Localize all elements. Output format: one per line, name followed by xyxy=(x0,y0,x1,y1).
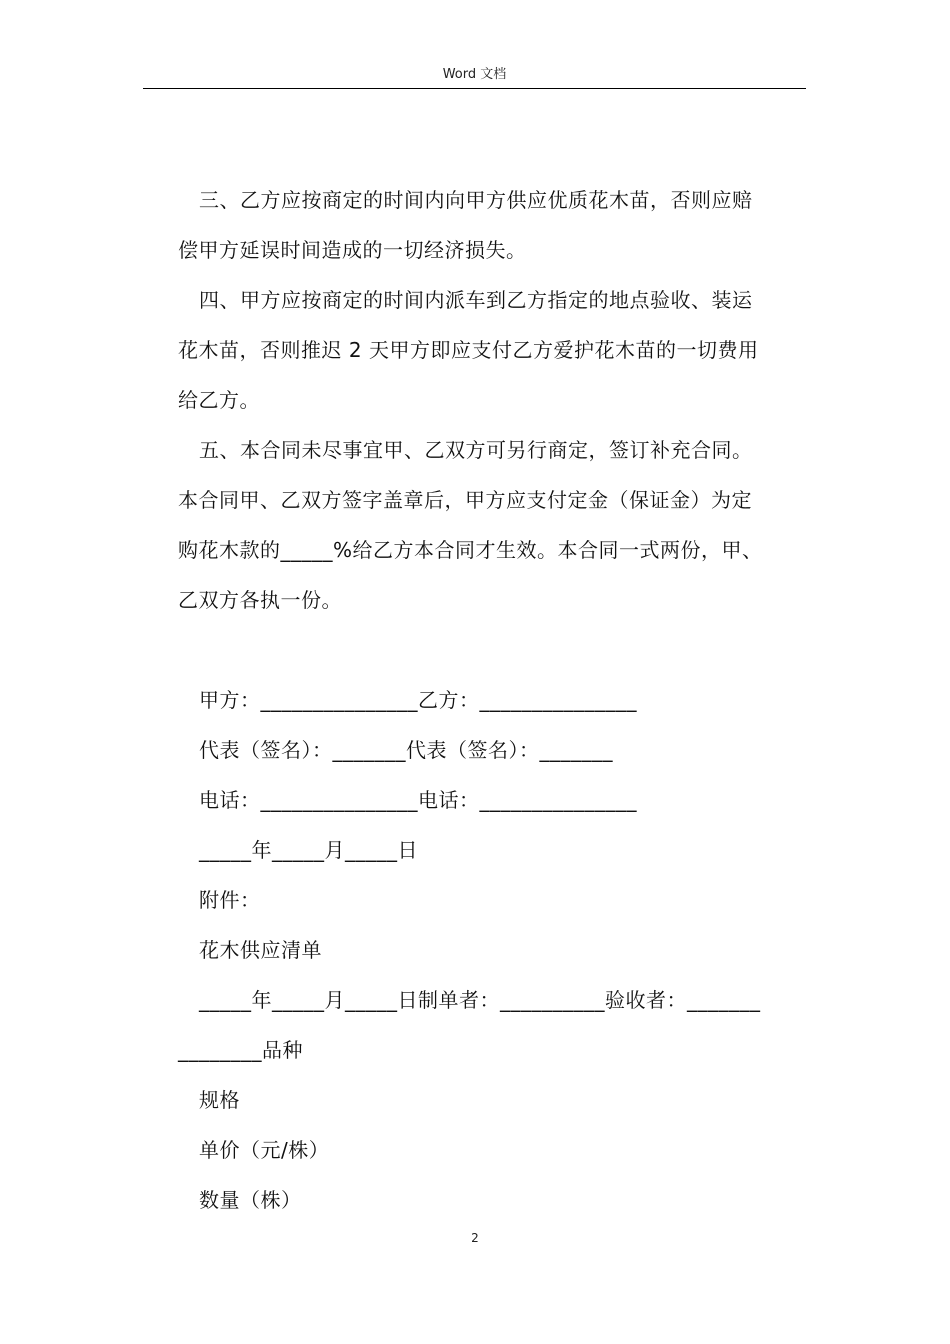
page-number: 2 xyxy=(471,1231,479,1245)
clause-5-line-4: 乙双方各执一份。 xyxy=(178,588,342,612)
page-header xyxy=(143,62,806,89)
header-title: Word 文档 xyxy=(442,67,507,82)
attachment-unit-price: 单价（元/株） xyxy=(199,1138,330,1162)
attachment-quantity: 数量（株） xyxy=(199,1188,302,1212)
attachment-maker-line-2: ________品种 xyxy=(178,1038,303,1062)
signature-representative-line: 代表（签名）：_______代表（签名）：_______ xyxy=(199,738,613,762)
attachment-maker-line-1: _____年_____月_____日制单者：__________验收者：_______ xyxy=(199,988,761,1012)
clause-5-line-3: 购花木款的_____%给乙方本合同才生效。本合同一式两份，甲、 xyxy=(178,538,763,562)
clause-5-line-2: 本合同甲、乙双方签字盖章后，甲方应支付定金（保证金）为定 xyxy=(178,488,752,512)
clause-4-line-1: 四、甲方应按商定的时间内派车到乙方指定的地点验收、装运 xyxy=(199,288,753,312)
clause-3-line-1: 三、乙方应按商定的时间内向甲方供应优质花木苗，否则应赔 xyxy=(199,188,753,212)
spacer xyxy=(178,625,806,675)
attachment-spec: 规格 xyxy=(199,1088,240,1112)
signature-party-line: 甲方：_______________乙方：_______________ xyxy=(199,688,637,712)
clause-3-line-2: 偿甲方延误时间造成的一切经济损失。 xyxy=(178,238,527,262)
clause-4-line-2: 花木苗，否则推迟 2 天甲方即应支付乙方爱护花木苗的一切费用 xyxy=(178,338,759,362)
signature-phone-line: 电话：_______________电话：_______________ xyxy=(199,788,637,812)
clause-5-line-1: 五、本合同未尽事宜甲、乙双方可另行商定，签订补充合同。 xyxy=(199,438,753,462)
attachment-list-title: 花木供应清单 xyxy=(199,938,322,962)
clause-4-line-3: 给乙方。 xyxy=(178,388,260,412)
signature-date-line: _____年_____月_____日 xyxy=(199,838,418,862)
attachment-label: 附件： xyxy=(199,888,261,912)
document-body xyxy=(178,175,806,1225)
